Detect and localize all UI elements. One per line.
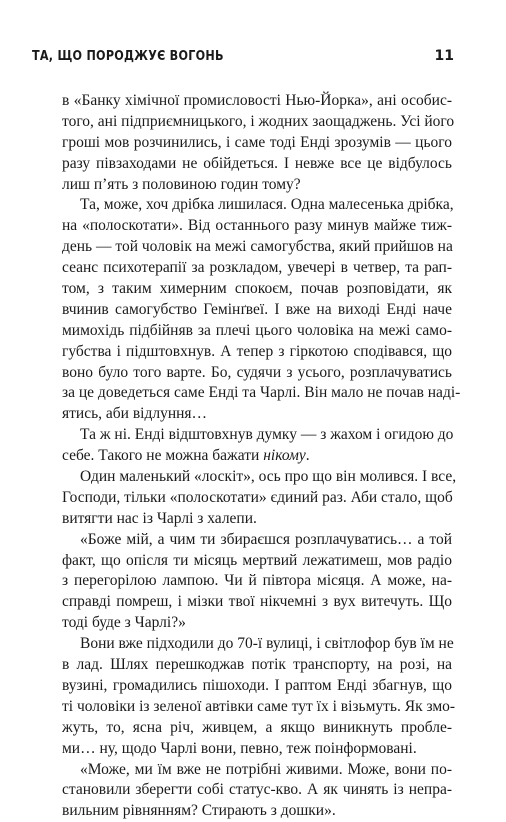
text-line: ті чоловіки із зеленої автівки саме тут їх і візьмуть. Як змо- — [62, 697, 452, 718]
text-line: Вони вже підходили до 70-ї вулиці, і світлофор був їм не — [62, 634, 452, 655]
text-line: з перегорілою лампою. Чи й півтора місяця. А може, на- — [62, 571, 452, 592]
text-line: «Може, ми їм вже не потрібні живими. Може, вони по- — [62, 760, 452, 781]
text-line: «Боже мій, а чим ти збираєшся розплачуватись… а той — [62, 530, 452, 551]
text-line: себе. Такого не можна бажати нікому. — [62, 446, 452, 467]
text-line: Господи, тільки «полоскотати» єдиний раз. Аби стало, щоб — [62, 488, 452, 509]
text-line: Та ж ні. Енді відштовхнув думку — з жахом і огидою до — [62, 425, 452, 446]
text-line: том, з таким химерним спокоєм, почав розповідати, як — [62, 279, 452, 300]
text-line: лиш п’ять з половиною годин тому? — [62, 175, 452, 196]
text-line: гроші мов розчинились, і саме тоді Енді зрозумів — цього — [62, 133, 452, 154]
paragraph — [62, 467, 452, 530]
text-line: факт, що опісля ти місяць мертвий лежатимеш, мов радіо — [62, 551, 452, 572]
text-line: мимохідь підбійняв за плечі цього чоловіка на межі само- — [62, 321, 452, 342]
text-line: Та, може, хоч дрібка лишилася. Одна малесенька дрібка, — [62, 195, 452, 216]
text-line: становили зберегти собі статус-кво. А як чинять із непра- — [62, 780, 452, 801]
text-line: тоді буде з Чарлі?» — [62, 613, 452, 634]
text-line: губства і підштовхнув. А тепер з гіркотою сподівався, що — [62, 342, 452, 363]
text-line: сеанс психотерапії за розкладом, увечері в четвер, та рап- — [62, 258, 452, 279]
paragraph — [62, 195, 452, 425]
text-line: за це доведеться саме Енді та Чарлі. Він мало не почав наді- — [62, 383, 452, 404]
paragraph — [62, 530, 452, 634]
paragraph — [62, 425, 452, 467]
text-line: ми… ну, щодо Чарлі вони, певно, теж поінформовані. — [62, 739, 452, 760]
text-line: вильним рівнянням? Стирають з дошки». — [62, 801, 452, 822]
text-line: в лад. Шлях перешкоджав потік транспорту, на розі, на — [62, 655, 452, 676]
text-line: вузині, громадились пішоходи. І раптом Енді збагнув, що — [62, 676, 452, 697]
text-line: ятись, аби відлуння… — [62, 404, 452, 425]
text-line: Один маленький «лоскіт», ось про що він молився. І все, — [62, 467, 452, 488]
running-head-title: ТА, ЩО ПОРОДЖУЄ ВОГОНЬ — [32, 49, 224, 64]
paragraph — [62, 760, 452, 822]
text-line: разу півзаходами не обійдеться. І невже все це відбулось — [62, 154, 452, 175]
text-line: справді помреш, і мізки твої нікчемні з вух витечуть. Що — [62, 592, 452, 613]
paragraph — [62, 634, 452, 759]
text-line: в «Банку хімічної промисловості Нью-Йорка», ані особис- — [62, 91, 452, 112]
text-line: того, ані підприємницького, і жодних заощаджень. Усі його — [62, 112, 452, 133]
text-line: витягти нас із Чарлі з халепи. — [62, 509, 452, 530]
text-line: день — той чоловік на межі самогубства, який прийшов на — [62, 237, 452, 258]
text-line: на «полоскотати». Від останнього разу минув майже тиж- — [62, 216, 452, 237]
page-number: 11 — [435, 48, 454, 64]
body-text — [62, 91, 452, 822]
text-line: жуть, то, ясна річ, живцем, а якщо виникнуть пробле- — [62, 718, 452, 739]
running-head — [32, 44, 454, 68]
text-line: вчинив самогубство Гемінґвеї. І вже на виході Енді наче — [62, 300, 452, 321]
emphasis: нікому — [263, 447, 306, 464]
text-line: воно було того варте. Бо, судячи з усього, розплачуватись — [62, 363, 452, 384]
paragraph — [62, 91, 452, 195]
